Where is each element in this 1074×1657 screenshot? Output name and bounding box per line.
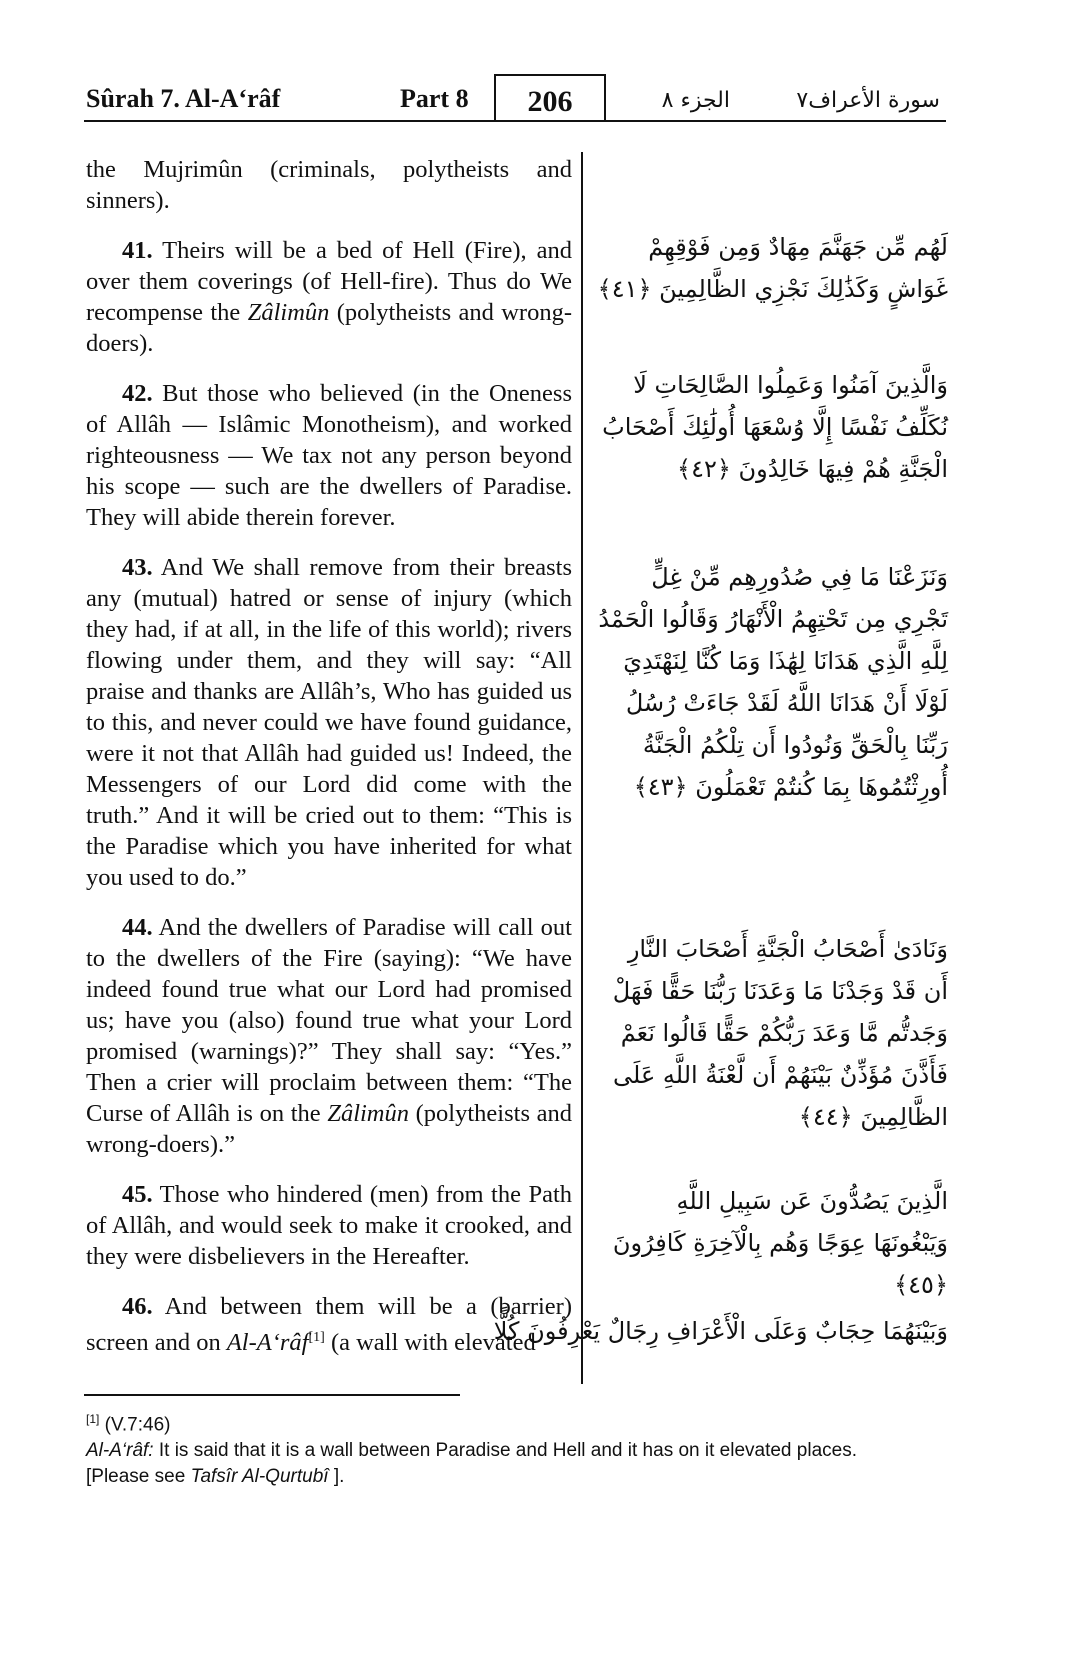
verse-42-english <box>86 378 572 533</box>
verse-text: But those who believed (in the Oneness of Allâh — Islâmic Monotheism), and worked righteousness — We tax not any person beyond his scope — such are the dwellers of Paradise. They will abide therein forever. <box>86 380 572 531</box>
verse-45-arabic: الَّذِينَ يَصُدُّونَ عَن سَبِيلِ اللَّهِ وَيَبْغُونَهَا عِوَجًا وَهُم بِالْآخِرَةِ كَافِرُونَ ﴿٤٥﴾ <box>612 1187 948 1299</box>
footnote-see <box>86 1464 956 1490</box>
verse-42-arabic: وَالَّذِينَ آمَنُوا وَعَمِلُوا الصَّالِحَاتِ لَا نُكَلِّفُ نَفْسًا إِلَّا وُسْعَهَا أُولَٰئِكَ أَصْحَابُ الْجَنَّةِ هُمْ فِيهَا خَالِدُونَ ﴿٤٢﴾ <box>602 371 948 483</box>
footnote-see-source: Tafsîr Al-Qurtubî <box>190 1466 329 1488</box>
continuation-text: the Mujrimûn (criminals, polytheists and sinners). <box>86 156 572 214</box>
footnote-verse-ref: (V.7:46) <box>99 1414 171 1436</box>
footnote <box>86 1406 956 1490</box>
verse-tail: (polytheists and wrong-doers). <box>86 299 572 357</box>
verse-text: Those who hindered (men) from the Path of Allâh, and would seek to make it crooked, and they were disbelievers in the Hereafter. <box>86 1181 572 1270</box>
verse-italic: Al-A‘râf <box>226 1329 309 1357</box>
verse-43-english <box>86 552 572 893</box>
header-rule <box>84 120 946 122</box>
page-number: 206 <box>527 85 573 118</box>
footnote-term: Al-A‘râf: <box>86 1440 154 1462</box>
verse-41-arabic: لَهُم مِّن جَهَنَّمَ مِهَادٌ وَمِن فَوْقِهِمْ غَوَاشٍ وَكَذَٰلِكَ نَجْزِي الظَّالِمِينَ ﴿٤١﴾ <box>597 233 948 303</box>
verse-tail: (polytheists and wrong-doers).” <box>86 1100 572 1158</box>
arabic-surah-title: سورة الأعراف٧ <box>796 88 940 113</box>
column-divider <box>581 152 583 1384</box>
verse-number: 44. <box>122 914 153 941</box>
verse-text: And the dwellers of Paradise will call out to the dwellers of the Fire (saying): “We have indeed found true what our Lord had promised us; have you (also) found true what your Lord promised (warnings)?” They shall say: “Yes.” Then a crier will proclaim between them: “The Curse of Allâh is on the <box>86 914 572 1127</box>
verse-45-english <box>86 1179 572 1272</box>
verse-number: 46. <box>122 1293 153 1320</box>
part-label: Part 8 <box>400 84 469 113</box>
verse-44-english <box>86 912 572 1160</box>
verse-number: 43. <box>122 554 153 581</box>
arabic-part-label: الجزء ٨ <box>661 88 730 113</box>
verse-number: 41. <box>122 237 153 264</box>
footnote-rule <box>84 1394 460 1396</box>
footnote-ref[interactable]: [1] <box>308 1330 325 1345</box>
verse-italic: Zâlimûn <box>327 1100 409 1127</box>
verse-text: And We shall remove from their breasts any (mutual) hatred or sense of injury (which they had, if at all, in the life of this world); rivers flowing under them, and they will say: “All praise and thanks are Allâh’s, Who has guided us to this, and never could we have found guidance, were it not that Allâh had guided us! Indeed, the Messengers of our Lord did come with the truth.” And it will be cried out to them: “This is the Paradise which you have inherited for what you used to do.” <box>86 554 572 891</box>
verse-text: And between them will be a (barrier) screen and on <box>86 1293 572 1357</box>
footnote-see-suffix: ]. <box>328 1466 345 1488</box>
footnote-reference <box>86 1406 956 1438</box>
footnote-marker: [1] <box>86 1412 100 1426</box>
surah-title: Sûrah 7. Al-A‘râf <box>86 84 281 113</box>
verse-number: 42. <box>122 380 153 407</box>
verse-tail: (a wall with elevated <box>324 1329 536 1357</box>
footnote-text: It is said that it is a wall between Paradise and Hell and it has on it elevated places. <box>153 1440 857 1462</box>
verse-41-english <box>86 235 572 359</box>
english-column <box>86 154 572 1358</box>
verse-46-arabic: وَبَيْنَهُمَا حِجَابٌ وَعَلَى الْأَعْرَافِ رِجَالٌ يَعْرِفُونَ كُلًّا <box>493 1317 948 1345</box>
verse-44-arabic: وَنَادَىٰ أَصْحَابُ الْجَنَّةِ أَصْحَابَ النَّارِ أَن قَدْ وَجَدْنَا مَا وَعَدَنَا رَبُّنَا حَقًّا فَهَلْ وَجَدتُّم مَّا وَعَدَ رَبُّكُمْ حَقًّا قَالُوا نَعَمْ فَأَذَّنَ مُؤَذِّنٌ بَيْنَهُمْ أَن لَّعْنَةُ اللَّهِ عَلَى الظَّالِمِينَ ﴿٤٤﴾ <box>612 935 948 1131</box>
verse-italic: Zâlimûn <box>247 299 330 326</box>
verse-number: 45. <box>122 1181 153 1208</box>
verse-43-arabic: وَنَزَعْنَا مَا فِي صُدُورِهِم مِّنْ غِلٍّ تَجْرِي مِن تَحْتِهِمُ الْأَنْهَارُ وَقَالُوا الْحَمْدُ لِلَّهِ الَّذِي هَدَانَا لِهَٰذَا وَمَا كُنَّا لِنَهْتَدِيَ لَوْلَا أَنْ هَدَانَا اللَّهُ لَقَدْ جَاءَتْ رُسُلُ رَبِّنَا بِالْحَقِّ وَنُودُوا أَن تِلْكُمُ الْجَنَّةُ أُورِثْتُمُوهَا بِمَا كُنتُمْ تَعْمَلُونَ ﴿٤٣﴾ <box>598 563 948 801</box>
verse-text: Theirs will be a bed of Hell (Fire), and over them coverings (of Hell-fire). Thus do We recompense the <box>86 237 572 326</box>
footnote-body <box>86 1438 956 1464</box>
footnote-see-prefix: [Please see <box>86 1466 191 1488</box>
